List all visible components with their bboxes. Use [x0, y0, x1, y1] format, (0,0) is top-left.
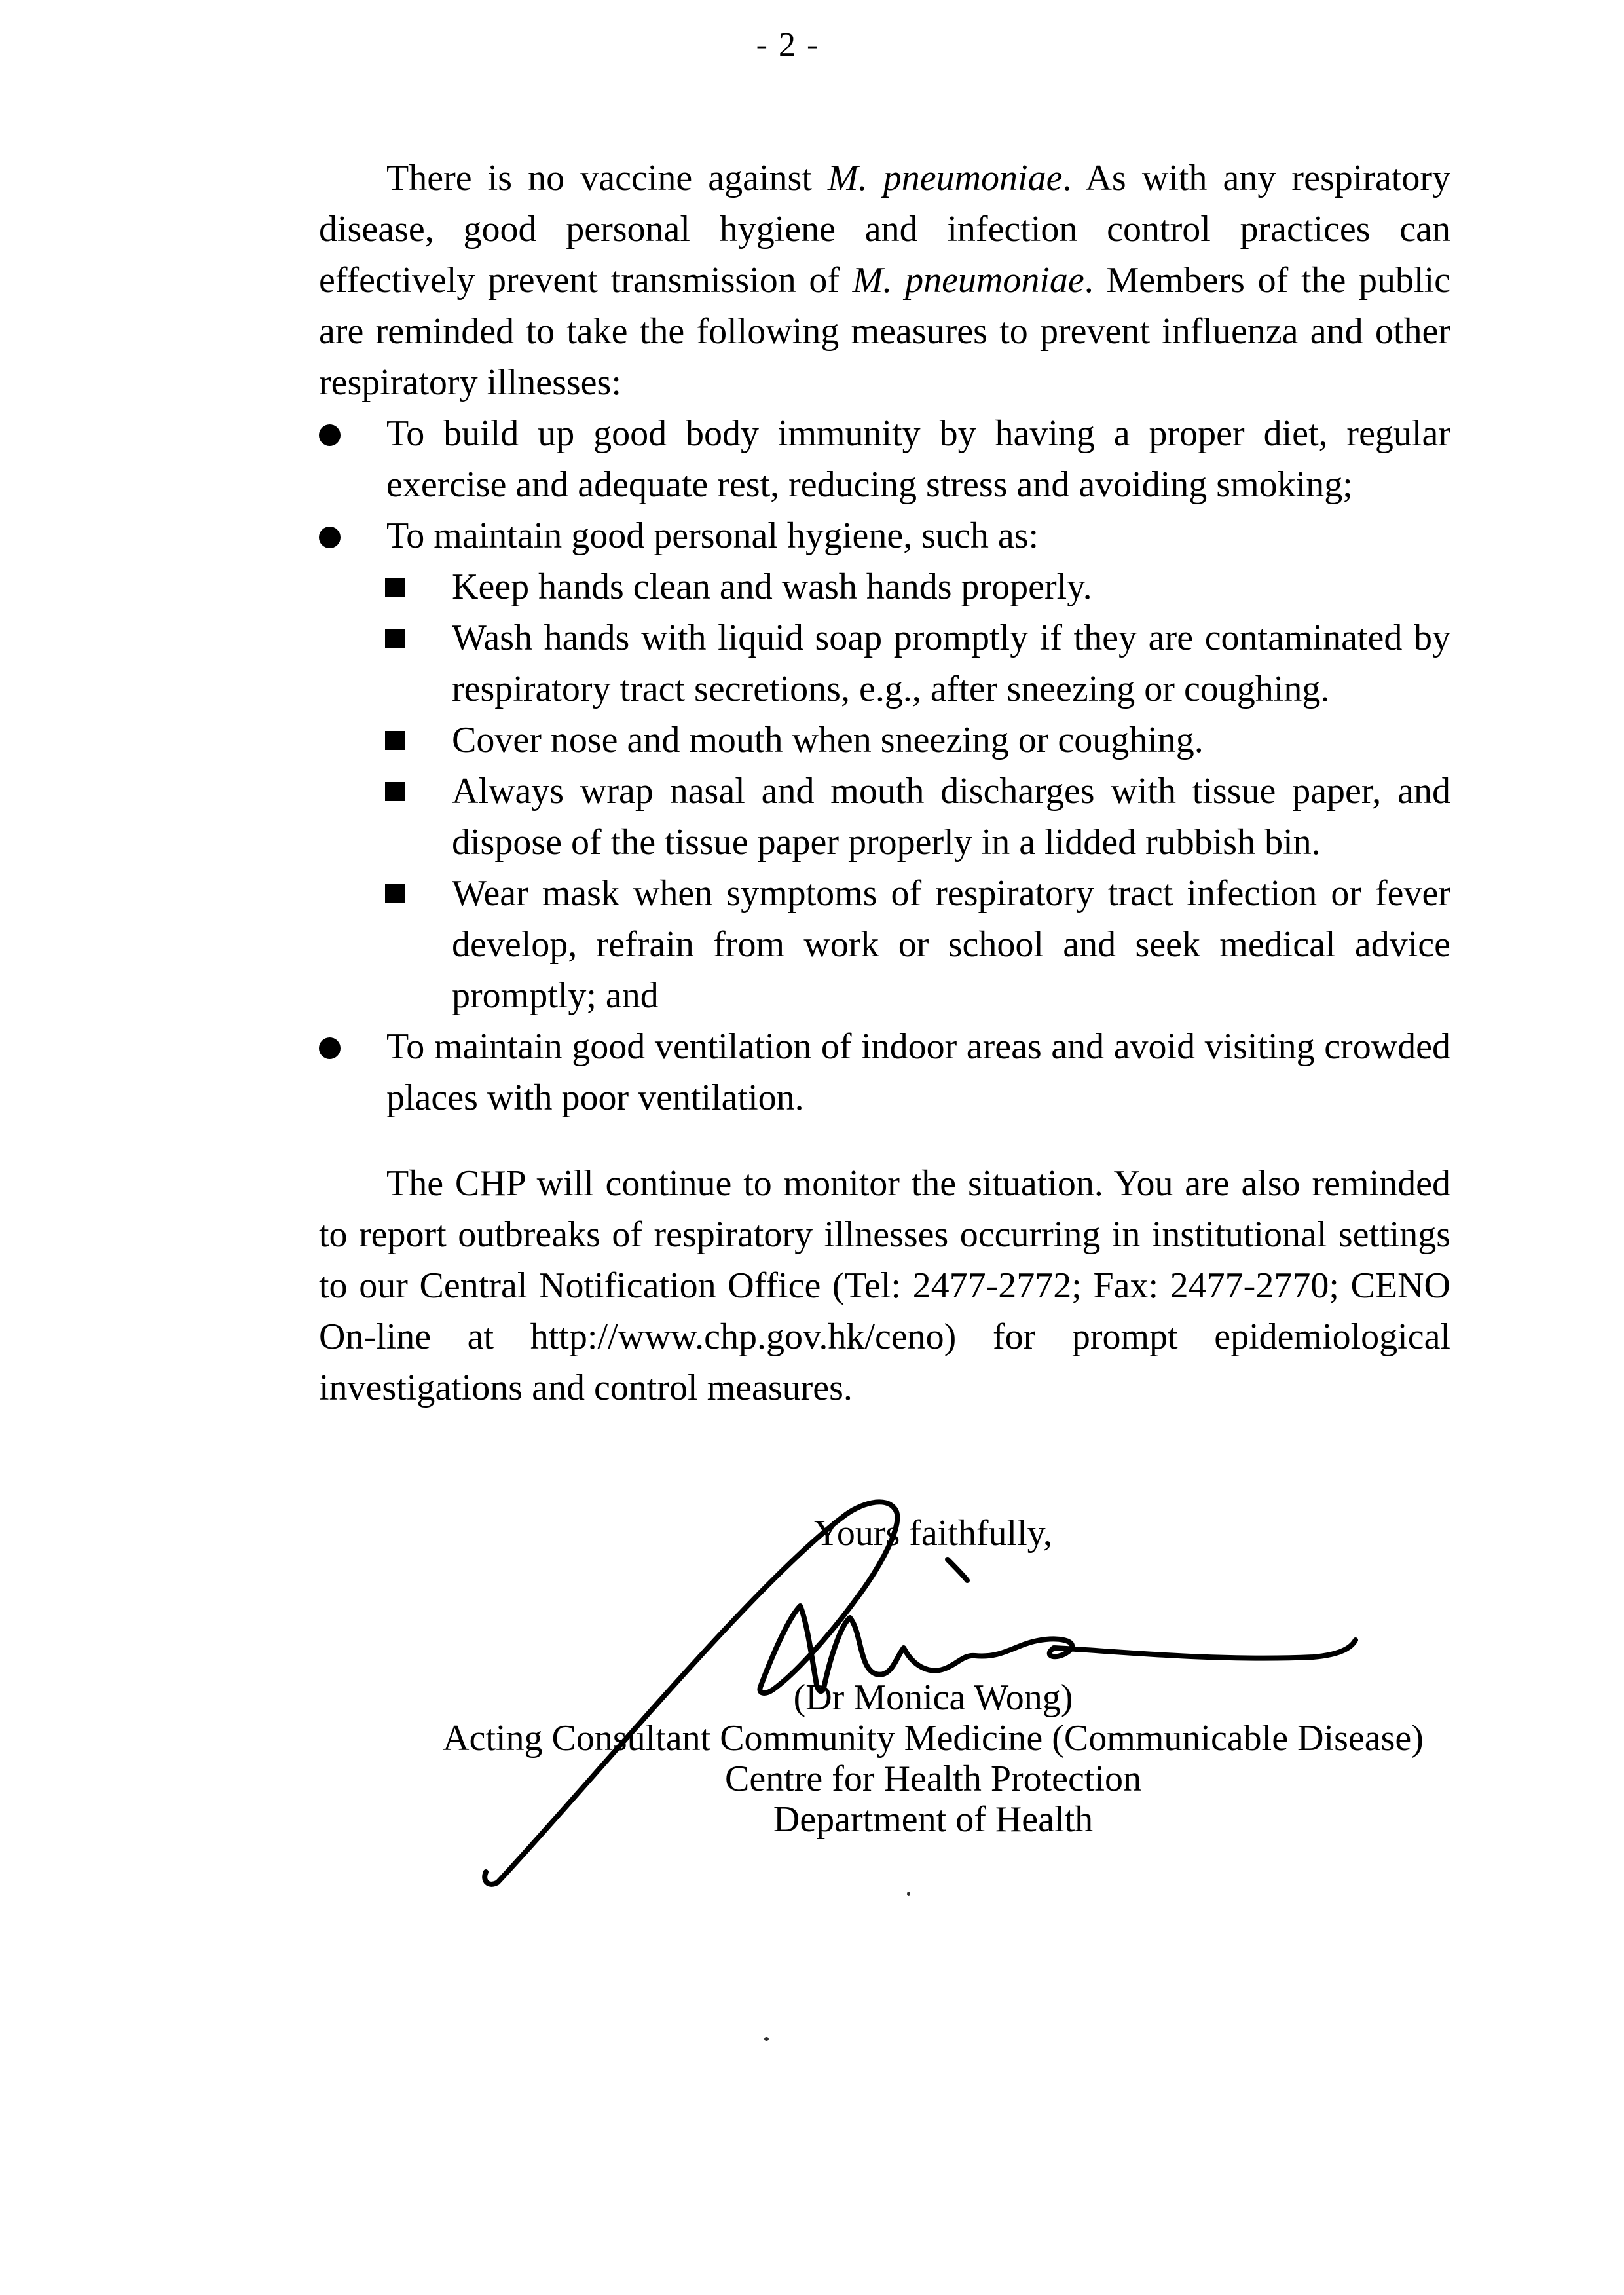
list-item-ventilation	[319, 1021, 1450, 1123]
sublist-item-text: Keep hands clean and wash hands properly.	[452, 567, 1092, 607]
bullet-marker-cell	[319, 510, 386, 561]
closing-block	[419, 1513, 1447, 1840]
sublist-item-text: Wear mask when symptoms of respiratory tract infection or fever develop, refrain from work or school and seek medical advice promptly; and	[452, 873, 1450, 1016]
measures-list	[319, 408, 1450, 1123]
sublist-item-text: Wash hands with liquid soap promptly if they are contaminated by respiratory tract secretions, e.g., after sneezing or coughing.	[452, 618, 1450, 709]
circle-bullet-icon	[319, 527, 341, 548]
sublist-item-cover-nose-mouth	[385, 715, 1450, 766]
square-bullet-icon	[385, 629, 405, 648]
bullet-marker-cell	[319, 408, 386, 510]
sublist-item-text: Always wrap nasal and mouth discharges with tissue paper, and dispose of the tissue paper properly in a lidded rubbish bin.	[452, 771, 1450, 863]
scan-artifact-dot	[907, 1892, 910, 1896]
signature-space	[419, 1554, 1447, 1677]
letter-body	[319, 0, 1450, 1413]
list-item-text: To maintain good personal hygiene, such as:	[386, 515, 1039, 556]
hygiene-sublist	[319, 561, 1450, 1021]
list-item-immunity	[319, 408, 1450, 510]
bullet-marker-cell	[319, 1021, 386, 1123]
signer-title: Acting Consultant Community Medicine (Communicable Disease)	[443, 1718, 1424, 1759]
list-item-text: To maintain good ventilation of indoor areas and avoid visiting crowded places with poor ventilation.	[386, 1026, 1450, 1118]
bullet-marker-cell	[385, 612, 452, 715]
paragraph-vaccine-advice: There is no vaccine against M. pneumoniae. As with any respiratory disease, good personal hygiene and infection control practices can effectively prevent transmission of M. pneumoniae. Members of the public are reminded to take the following measures to prevent influenza and other respiratory illnesses:	[319, 158, 1451, 403]
valediction: Yours faithfully,	[813, 1513, 1053, 1554]
scan-artifact-dot	[764, 2037, 769, 2041]
signer-dept: Department of Health	[773, 1799, 1094, 1840]
signer-name: (Dr Monica Wong)	[793, 1677, 1073, 1718]
signer-org: Centre for Health Protection	[724, 1759, 1141, 1799]
sublist-item-wear-mask	[385, 868, 1450, 1021]
sublist-item-wrap-discharges	[385, 766, 1450, 868]
bullet-marker-cell	[385, 868, 452, 1021]
square-bullet-icon	[385, 884, 405, 903]
square-bullet-icon	[385, 782, 405, 801]
list-item-text: To build up good body immunity by having a proper diet, regular exercise and adequate rest, reducing stress and avoiding smoking;	[386, 413, 1450, 505]
square-bullet-icon	[385, 731, 405, 750]
sublist-item-text: Cover nose and mouth when sneezing or coughing.	[452, 720, 1204, 760]
sublist-item-keep-hands-clean	[385, 561, 1450, 612]
bullet-marker-cell	[385, 766, 452, 868]
list-item-hygiene	[319, 510, 1450, 561]
bullet-marker-cell	[385, 715, 452, 766]
circle-bullet-icon	[319, 1037, 341, 1059]
circle-bullet-icon	[319, 424, 341, 446]
paragraph-chp-monitoring: The CHP will continue to monitor the situation. You are also reminded to report outbreaks of respiratory illnesses occurring in institutional settings to our Central Notification Office (Tel: 2477-2772; Fax: 2477-2770; CENO On-line at http://www.chp.gov.hk/ceno) for prompt epidemiological investigations and control measures.	[319, 1163, 1450, 1408]
bullet-marker-cell	[385, 561, 452, 612]
sublist-item-wash-hands	[385, 612, 1450, 715]
square-bullet-icon	[385, 578, 405, 597]
page-number: - 2 -	[756, 26, 820, 64]
